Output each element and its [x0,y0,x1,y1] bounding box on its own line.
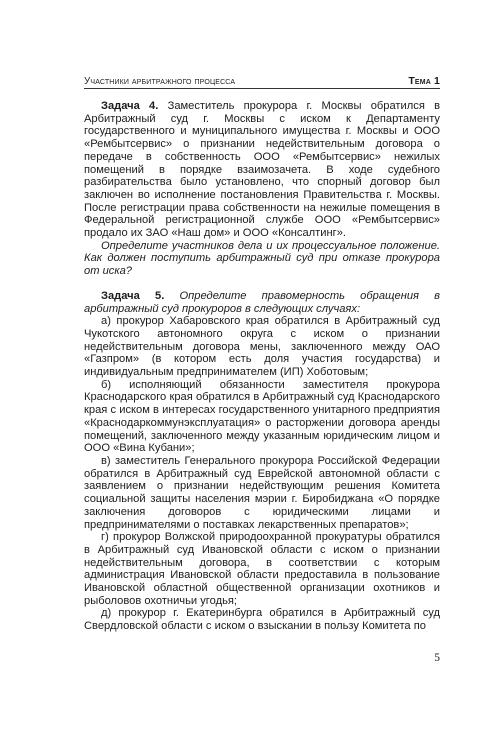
task4-text: Заместитель прокурора г. Москвы обратился в Арбитражный суд г. Москвы с иском к Департаменту государственного и муниципального имущества г. Москвы и ООО «Рембытсервис» о признании недействительным договора о передаче в собственность ООО «Рембытсервис» нежилых помещений в порядке взаимозачета. В ходе судебного разбирательства было установлено, что спорный договор был заключен во исполнение постановления Правительства г. Москвы. После регистрации права собственности на нежилые помещения в Федеральной регистрационной службе ООО «Рембытсервис» продало их ЗАО «Наш дом» и ООО «Консалтинг». [84,100,440,240]
task5-paragraph [84,290,440,315]
page-body [84,100,440,633]
task5-item-g: г) прокурор Волжской природоохранной прокуратуры обратился в Арбитражный суд Ивановской области с иском о признании недействительным договора, в соответствии с которым администрация Ивановской области предоставила в пользование Ивановской областной общественной организации охотников и рыболовов охотничьи угодья; [84,531,440,607]
task5-item-v: в) заместитель Генерального прокурора Российской Федерации обратился в Арбитражный суд Еврейской автономной области с заявлением о признании недействующим решения Комитета социальной защиты населения мэрии г. Биробиджана «О порядке заключения договоров с юридическими лицами и предпринимателями о поставках лекарственных препаратов»; [84,454,440,531]
task4-question [84,240,440,278]
task4-paragraph [84,100,440,240]
task5-item-b: б) исполняющий обязанности заместителя прокурора Краснодарского края обратился в Арбитражный суд Краснодарского края с иском в интересах государственного унитарного предприятия «Краснодаркоммунэксплуатация» о расторжении договора аренды помещений, заключенного между указанным юридическим лицом и ООО «Вина Кубани»; [84,378,440,455]
running-title: Участники арбитражного процесса [84,76,236,87]
task5-item-a: а) прокурор Хабаровского края обратился в Арбитражный суд Чукотского автономного округа с иском о признании недействительным договора мены, заключенного между ОАО «Газпром» (в котором есть доля участия государства) и индивидуальным предпринимателем (ИП) Хоботовым; [84,315,440,379]
page-number: 5 [434,652,440,664]
task5-label: Задача 5. [101,289,165,302]
running-header [84,75,440,87]
task4-label: Задача 4. [101,100,159,112]
task5-question: Определите правомерность обращения в арбитражный суд прокуроров в следующих случаях: [84,289,440,315]
header-rule [84,88,440,89]
topic-label: Тема 1 [408,75,440,87]
task5-item-d: д) прокурор г. Екатеринбурга обратился в Арбитражный суд Свердловской области с иском о взыскании в пользу Комитета по [84,607,440,633]
task4-question-text: Определите участников дела и их процессуальное положение. Как должен поступить арбитражный суд при отказе прокурора от иска? [84,239,440,278]
